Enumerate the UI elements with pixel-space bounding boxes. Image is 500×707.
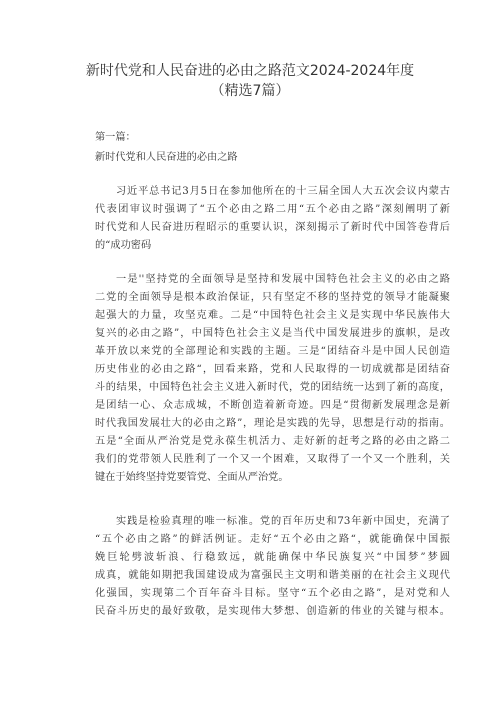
paragraph-line: 革开放以来党的全部理论和实践的主题。三是“团结奋斗是中国人民创造 [95,346,450,357]
paragraph-line: 一是''坚持党的全面领导是坚持和发展中国特色社会主义的必由之路 [116,274,450,285]
paragraph-line: 成真，就能如期把我国建设成为富强民主文明和谐美丽的在社会主义现代 [95,570,450,581]
paragraph-line: 民奋斗历史的最好致敬，是实现伟大梦想、创造新的伟业的关键与根本。 [95,606,450,617]
paragraph-line: 实践是检验真理的唯一标准。党的百年历史和73年新中国史，充满了 [116,516,450,527]
paragraph-line: 五是“全面从严治党是党永葆生机活力、走好新的赶考之路的必由之路二 [95,436,450,447]
paragraph-line: 键在于始终坚持党要管党、全面从严治党。 [95,472,289,483]
paragraph-line: 二党的全面领导是根本政治保证，只有坚定不移的坚持党的领导才能凝聚 [95,292,450,303]
paragraph-line: “五个必由之路”的鲜活例证。走好“五个必由之路“，就能确保中国振 [95,534,450,545]
paragraph-line: 习近平总书记3月5日在参加他所在的十三届全国人大五次会议内蒙古 [116,186,450,197]
document-title-line-2: （精选7篇） [210,83,290,99]
section-subheading: 新时代党和人民奋进的必由之路 [95,152,238,163]
paragraph-line: 斗的结果，中国特色社会主义进入新时代，党的团结统一达到了新的高度， [95,382,450,393]
paragraph-line: 时代我国发展壮大的必由之路”，理论是实践的先导，思想是行动的指南。 [95,418,450,429]
paragraph-line: 化强国，实现第二个百年奋斗目标。坚守“五个必由之路”，是对党和人 [95,588,450,599]
paragraph-line: 起强大的力量，攻坚克难。二是“中国特色社会主义是实现中华民族伟大 [95,310,450,321]
paragraph-line: 的“成功密码 [95,240,152,251]
section-heading: 第一篇： [95,132,136,143]
paragraph-line: 是团结一心、众志成城，不断创造着新奇迹。四是“贯彻新发展理念是新 [95,400,450,411]
paragraph-line: 时代党和人民奋进历程昭示的重要认识，深刻揭示了新时代中国答卷背后 [95,222,450,233]
document-title-line-1: 新时代党和人民奋进的必由之路范文2024-2024年度 [85,63,415,79]
paragraph-line: 娩巨轮劈波斩浪、行稳致远，就能确保中华民族复兴“中国梦”梦圆 [95,552,450,563]
paragraph-line: 复兴的必由之路”，中国特色社会主义是当代中国发展进步的旗帜，是改 [95,328,450,339]
paragraph-line: 我们的党带领人民胜利了一个又一个困难，又取得了一个又一个胜利，关 [95,454,450,465]
paragraph-line: 历史伟业的必由之路“，回看来路，党和人民取得的一切成就都是团结奋 [95,364,450,375]
paragraph-line: 代表团审议时强调了“五个必由之路二用“五个必由之路”深刻阐明了新 [95,204,450,215]
